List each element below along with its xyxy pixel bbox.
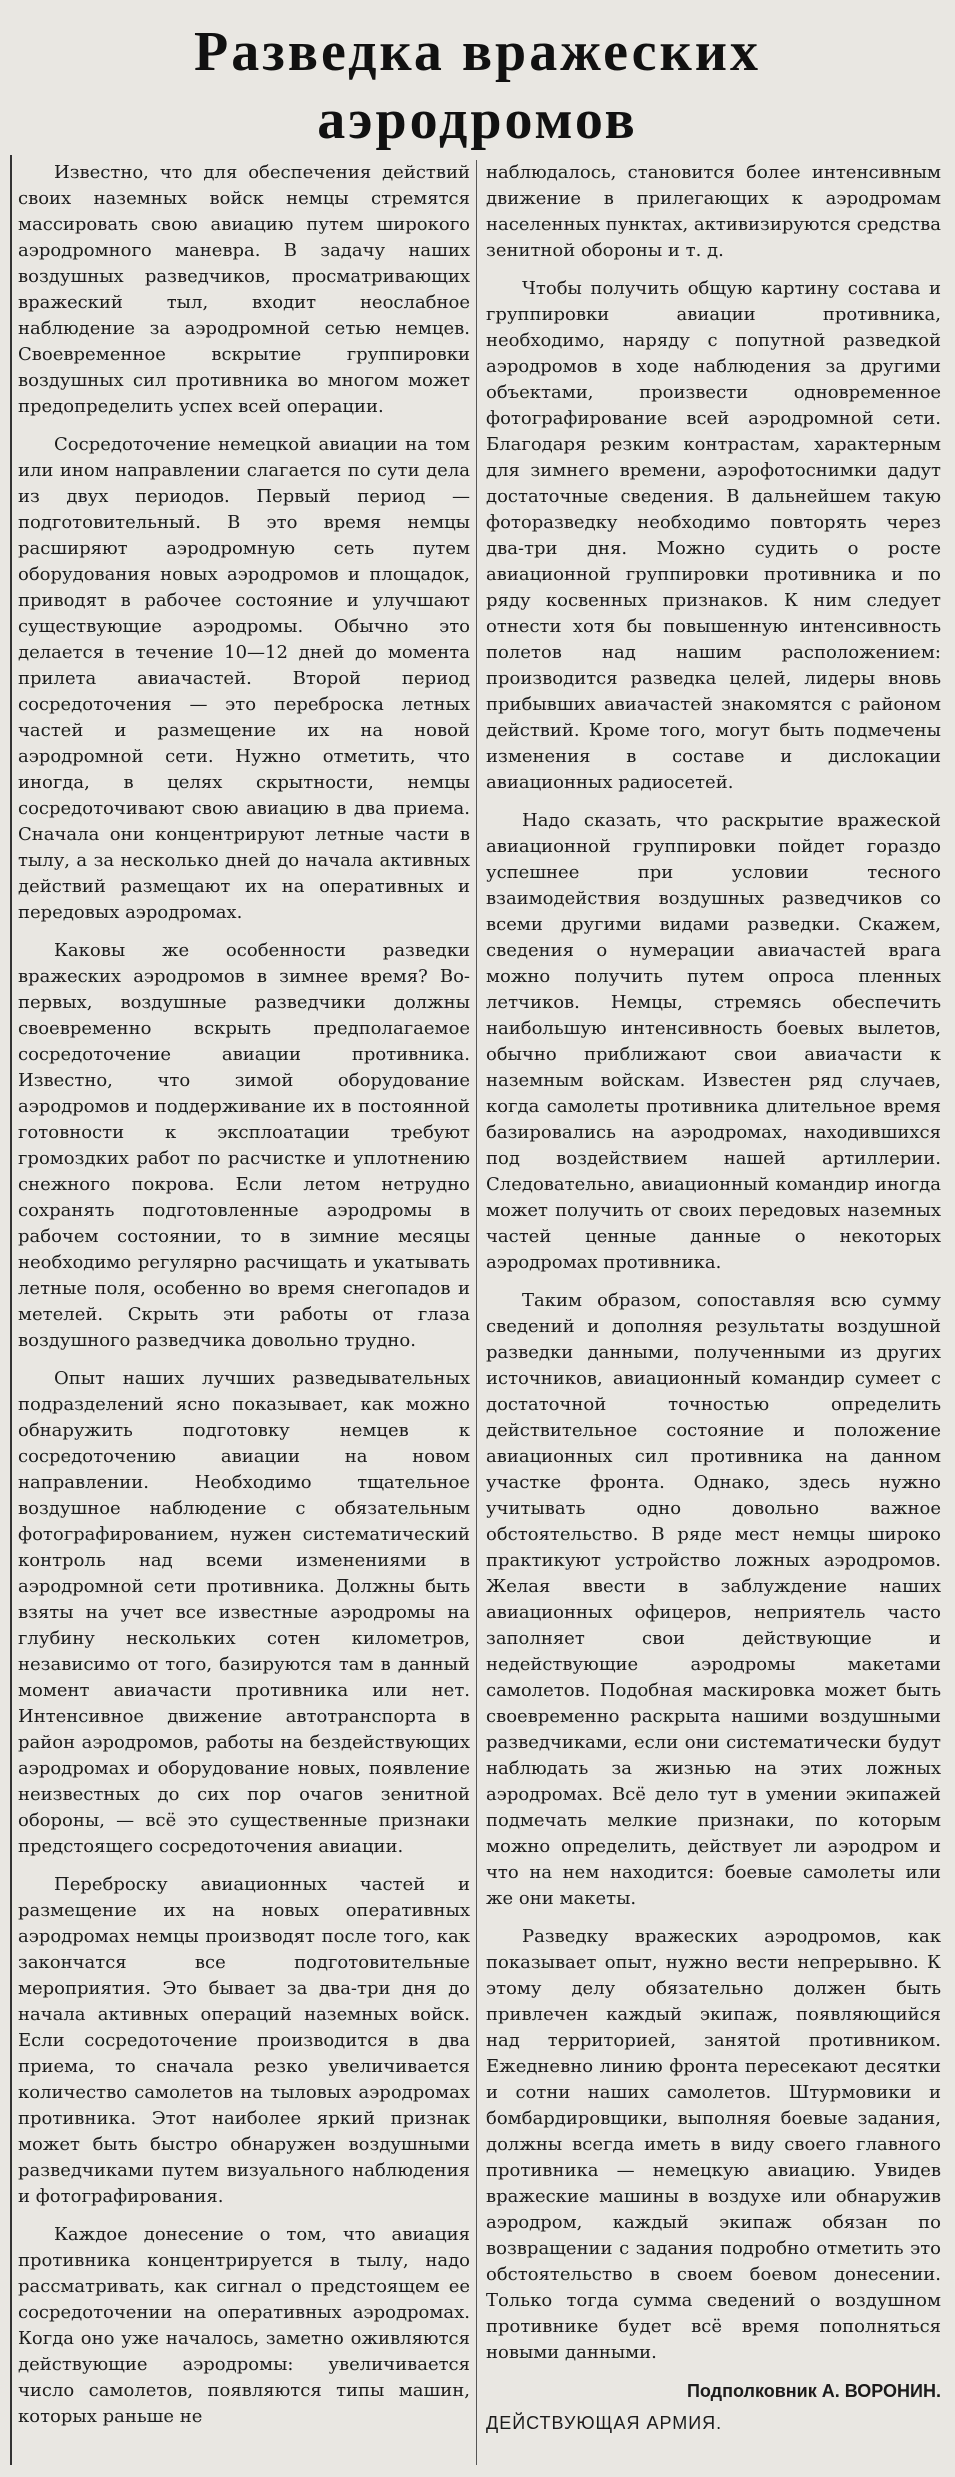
- left-border-rule: [10, 155, 12, 2465]
- paragraph: Переброску авиационных частей и размещение их на новых оперативных аэродромах немцы производят после того, как закончатся все подготовительные мероприятия. Это бывает за два-три дня до начала активных операций наземных войск. Если сосредоточение производится в два приема, то сначала резко увеличивается количество самолетов на тыловых аэродромах противника. Этот наиболее яркий признак может быть быстро обнаружен воздушными разведчиками путем визуального наблюдения и фотографирования.: [18, 1874, 470, 2207]
- paragraph: Разведку вражеских аэродромов, как показывает опыт, нужно вести непрерывно. К этому делу обязательно должен быть привлечен каждый экипаж, появляющийся над территорией, занятой противником. Ежедневно линию фронта пересекают десятки и сотни наших самолетов. Штурмовики и бомбардировщики, выполняя боевые задания, должны всегда иметь в виду своего главного противника — немецкую авиацию. Увидев вражеские машины в воздухе или обнаружив аэродром, каждый экипаж обязан по возвращении с задания подробно отметить это обстоятельство в своем боевом донесении. Только тогда сумма сведений о воздушном противнике будет всё время пополняться новыми данными.: [486, 1926, 941, 2363]
- paragraph: Каждое донесение о том, что авиация противника концентрируется в тылу, надо рассматривать, как сигнал о предстоящем ее сосредоточении на оперативных аэродромах. Когда оно уже началось, заметно оживляются действующие аэродромы: увеличивается число самолетов, появляются типы машин, которых раньше не: [18, 2224, 470, 2427]
- paragraph: Надо сказать, что раскрытие вражеской авиационной группировки пойдет гораздо успешнее при условии тесного взаимодействия воздушных разведчиков со всеми другими видами разведки. Скажем, сведения о нумерации авиачастей врага можно получить путем опроса пленных летчиков. Немцы, стремясь обеспечить наибольшую интенсивность боевых вылетов, обычно приближают свои авиачасти к наземным войскам. Известен ряд случаев, когда самолеты противника длительное время базировались на аэродромах, находившихся под воздействием нашей артиллерии. Следовательно, авиационный командир иногда может получить от своих передовых наземных частей ценные данные о некоторых аэродромах противника.: [486, 810, 941, 1273]
- left-column: [18, 160, 470, 2442]
- paragraph: Таким образом, сопоставляя всю сумму сведений и дополняя результаты воздушной разведки данными, полученными из других источников, авиационный командир сумеет с достаточной точностью определить действительное состояние и положение авиационных сил противника на данном участке фронта. Однако, здесь нужно учитывать одно довольно важное обстоятельство. В ряде мест немцы широко практикуют устройство ложных аэродромов. Желая ввести в заблуждение наших авиационных офицеров, неприятель часто заполняет свои действующие и недействующие аэродромы макетами самолетов. Подобная маскировка может быть своевременно раскрыта нашими воздушными разведчиками, если они систематически будут наблюдать за жизнью на этих ложных аэродромах. Всё дело тут в умении экипажей подмечать мелкие признаки, по которым можно определить, действует ли аэродром и что на нем находится: боевые самолеты или же они макеты.: [486, 1290, 941, 1909]
- paragraph-continued: наблюдалось, становится более интенсивным движение в прилегающих к аэродромам населенных пунктах, активизируются средства зенитной обороны и т. д.: [486, 162, 941, 261]
- headline: [0, 0, 955, 155]
- paragraph: Чтобы получить общую картину состава и группировки авиации противника, необходимо, наряду с попутной разведкой аэродромов в ходе наблюдения за другими объектами, произвести одновременное фотографирование всей аэродромной сети. Благодаря резким контрастам, характерным для зимнего времени, аэрофотоснимки дадут достаточные сведения. В дальнейшем такую фоторазведку необходимо повторять через два-три дня. Можно судить о росте авиационной группировки противника и по ряду косвенных признаков. К ним следует отнести хотя бы повышенную интенсивность полетов над нашим расположением: производится разведка целей, лидеры вновь прибывших авиачастей знакомятся с районом действий. Кроме того, могут быть подмечены изменения в составе и дислокации авиационных радиосетей.: [486, 278, 941, 793]
- right-column: [486, 160, 941, 2436]
- author-signature: Подполковник А. ВОРОНИН.: [686, 2381, 941, 2401]
- paragraph: Каковы же особенности разведки вражеских аэродромов в зимнее время? Во-первых, воздушные разведчики должны своевременно вскрыть предполагаемое сосредоточение авиации противника. Известно, что зимой оборудование аэродромов и поддерживание их в постоянной готовности к эксплоатации требуют громоздких работ по расчистке и уплотнению снежного покрова. Если летом нетрудно сохранять подготовленные аэродромы в рабочем состоянии, то в зимние месяцы необходимо регулярно расчищать и укатывать летные поля, особенно во время снегопадов и метелей. Скрыть эти работы от глаза воздушного разведчика довольно трудно.: [18, 940, 470, 1351]
- headline-line-1: Разведка вражеских: [194, 21, 761, 83]
- paragraph: Известно, что для обеспечения действий своих наземных войск немцы стремятся массировать свою авиацию путем широкого аэродромного маневра. В задачу наших воздушных разведчиков, просматривающих вражеский тыл, входит неослабное наблюдение за аэродромной сетью немцев. Своевременное вскрытие группировки воздушных сил противника во многом может предопределить успех всей операции.: [18, 162, 470, 417]
- author-unit: ДЕЙСТВУЮЩАЯ АРМИЯ.: [486, 2413, 723, 2433]
- paragraph: Опыт наших лучших разведывательных подразделений ясно показывает, как можно обнаружить подготовку немцев к сосредоточению авиации на новом направлении. Необходимо тщательное воздушное наблюдение с обязательным фотографированием, нужен систематический контроль над всеми изменениями в аэродромной сети противника. Должны быть взяты на учет все известные аэродромы на глубину нескольких сотен километров, независимо от того, базируются там в данный момент авиачасти противника или нет. Интенсивное движение автотранспорта в район аэродромов, работы на бездействующих аэродромах и оборудование новых, появление неизвестных до сих пор очагов зенитной обороны, — всё это существенные признаки предстоящего сосредоточения авиации.: [18, 1368, 470, 1857]
- paragraph: Сосредоточение немецкой авиации на том или ином направлении слагается по сути дела из двух периодов. Первый период — подготовительный. В это время немцы расширяют аэродромную сеть путем оборудования новых аэродромов и площадок, приводят в рабочее состояние и улучшают существующие аэродромы. Обычно это делается в течение 10—12 дней до момента прилета авиачастей. Второй период сосредоточения — это переброска летных частей и размещение их на новой аэродромной сети. Нужно отметить, что иногда, в целях скрытности, немцы сосредоточивают свою авиацию в два приема. Сначала они концентрируют летные части в тылу, а за несколько дней до начала активных действий размещают их на оперативных и передовых аэродромах.: [18, 434, 470, 923]
- column-divider: [476, 160, 477, 2465]
- headline-line-2: аэродромов: [317, 89, 638, 151]
